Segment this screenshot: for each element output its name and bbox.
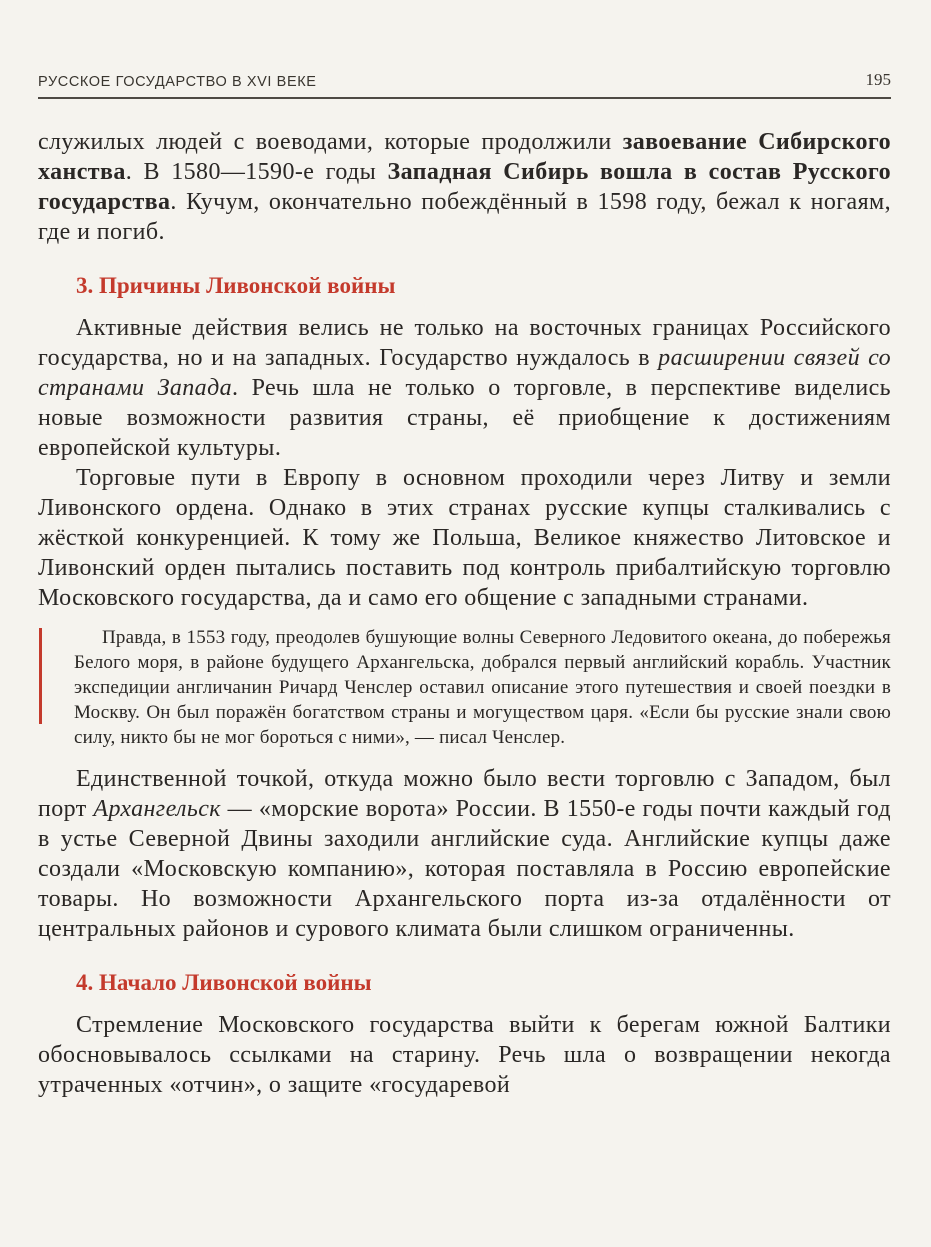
section-heading: 4. Начало Ливонской войны (76, 970, 372, 995)
paragraph (38, 764, 891, 944)
text-segment: Торговые пути в Европу в основном проходили через Литву и земли Ливонского ордена. Однако в этих странах русские купцы сталкивались с жёсткой конкуренцией. К тому же Польша, Великое княжество Литовское и Ливонский орден пытались поставить под контроль прибалтийскую торговлю Московского государства, да и само его общение с западными странами. (38, 465, 891, 611)
paragraph (38, 463, 891, 613)
text-segment: Западная Сибирь вошла в состав Русского государства (38, 159, 891, 215)
section-heading: 3. Причины Ливонской войны (76, 273, 396, 298)
text-segment: . Кучум, окончательно побеждённый в 1598 году, бежал к ногаям, где и погиб. (38, 189, 891, 245)
running-title: РУССКОЕ ГОСУДАРСТВО В XVI ВЕКЕ (38, 74, 317, 90)
text-segment: Архангельск (93, 796, 221, 822)
text-segment: . Речь шла не только о торговле, в перспективе виделись новые возможности развития страны, её приобщение к достижениям европейской культуры. (38, 375, 891, 461)
paragraph (38, 313, 891, 463)
header-rule (38, 97, 891, 99)
inset-quote (38, 625, 891, 750)
page-header (38, 70, 891, 90)
text-segment: служилых людей с воеводами, которые продолжили (38, 129, 623, 155)
text-segment: Активные действия велись не только на восточных границах Российского государства, но и на западных. Государство нуждалось в (38, 315, 891, 371)
paragraph (38, 127, 891, 247)
text-segment: Единственной точкой, откуда можно было вести торговлю с Западом, был порт (38, 766, 891, 822)
paragraph (38, 1010, 891, 1100)
text-segment: Стремление Московского государства выйти к берегам южной Балтики обосновывалось ссылками на старину. Речь шла о возвращении некогда утраченных «отчин», о защите «государевой (38, 1012, 891, 1098)
text-segment: расширении связей со странами Запада (38, 345, 892, 401)
page-number: 195 (865, 70, 891, 89)
text-segment: Правда, в 1553 году, преодолев бушующие волны Северного Ледовитого океана, до побережья Белого моря, в районе будущего Архангельска, добрался первый английский корабль. Участник экспедиции англичанин Ричард Ченслер оставил описание этого путешествия и своей поездки в Москву. Он был поражён богатством страны и могуществом царя. «Если бы русские знали свою силу, никто бы не мог бороться с ними», — писал Ченслер. (74, 627, 891, 748)
text-segment: завоевание Сибирского ханства (38, 129, 891, 185)
text-segment: — «морские ворота» России. В 1550-е годы почти каждый год в устье Северной Двины заходили английские суда. Английские купцы даже создали «Московскую компанию», которая поставляла в Россию европейские товары. Но возможности Архангельского порта из-за отдалённости от центральных районов и сурового климата были слишком ограниченны. (38, 796, 892, 942)
text-segment: . В 1580—1590-е годы (125, 159, 388, 185)
page-content (38, 127, 891, 1100)
